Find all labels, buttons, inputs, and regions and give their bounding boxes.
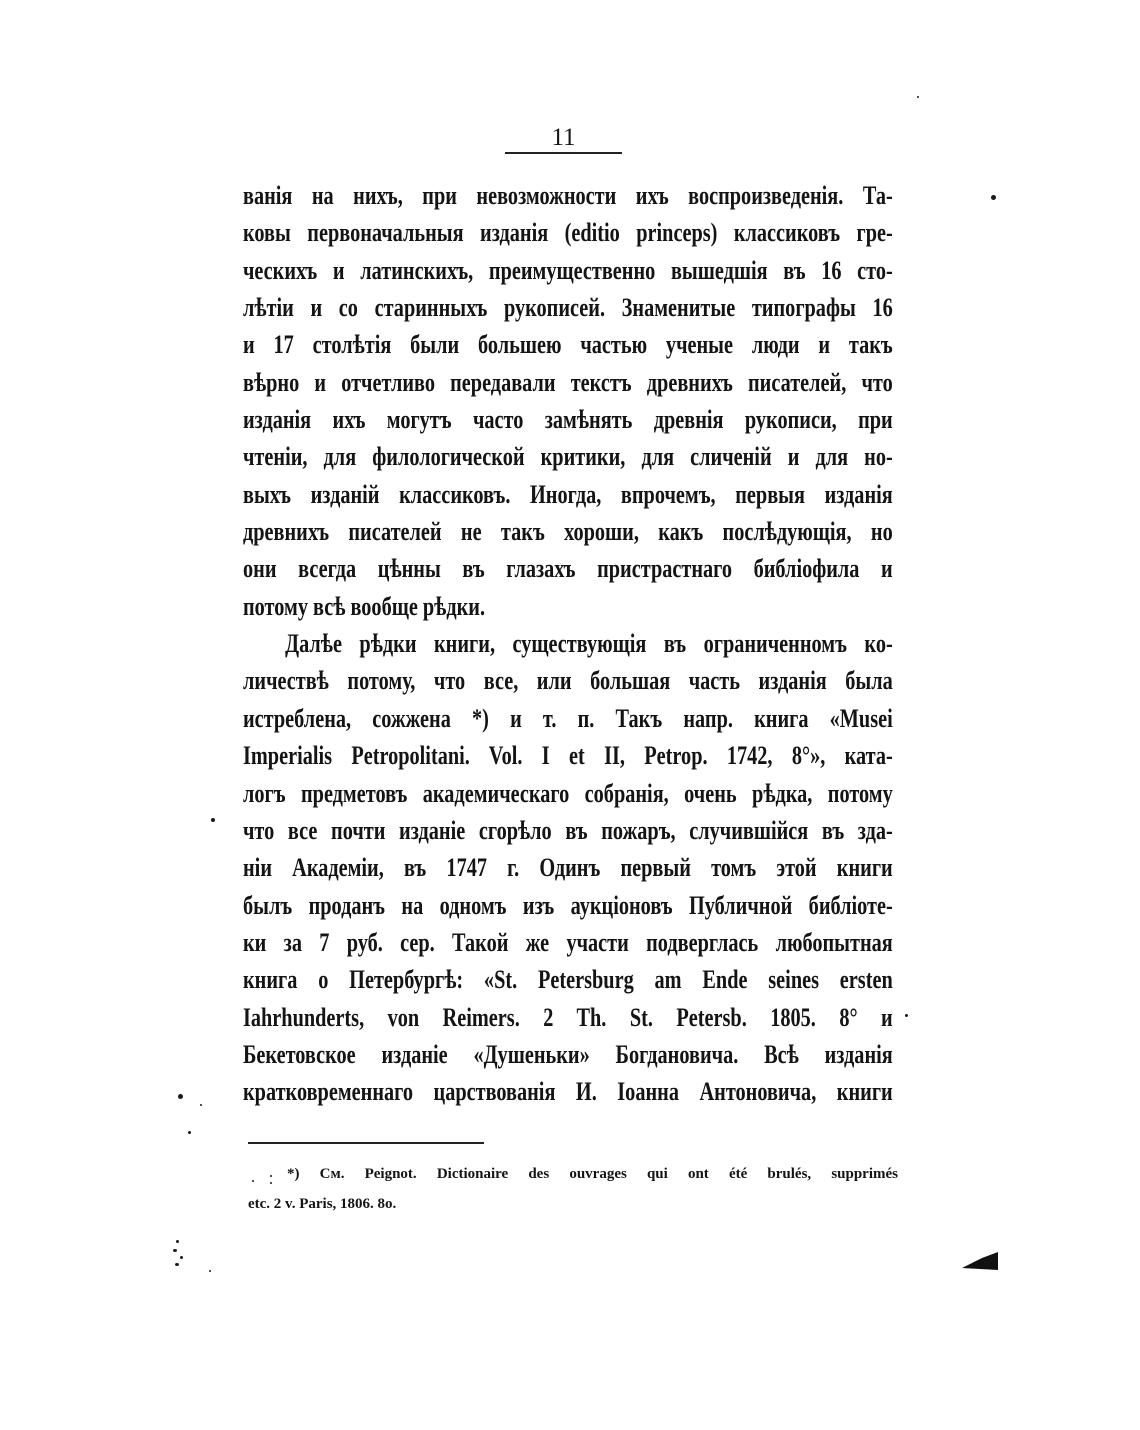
text-line: они всегда цѣнны въ глазахъ пристрастнаго библіофила и [243, 554, 893, 584]
text-line: ки за 7 руб. сер. Такой же участи подверглась любопытная [243, 927, 893, 957]
footnote-line: *) См. Peignot. Dictionaire des ouvrages qui ont été brulés, supprimés [287, 1166, 898, 1182]
footnote-line: etc. 2 v. Paris, 1806. 8o. [248, 1196, 397, 1212]
text-line: потому всѣ вообще рѣдки. [243, 591, 486, 621]
footnote-rule [248, 1142, 484, 1144]
paragraph [243, 177, 893, 625]
scan-speck [917, 96, 919, 98]
text-line: изданія ихъ могутъ часто замѣнять древнія рукописи, при [243, 405, 893, 435]
text-line: былъ проданъ на одномъ изъ аукціоновъ Публичной библіоте- [243, 890, 893, 920]
text-line: Бекетовское изданіе «Душеньки» Богдановича. Всѣ изданія [243, 1039, 893, 1069]
scan-speck [270, 1175, 272, 1177]
scan-speck [209, 1270, 211, 1272]
text-line: Iahrhunderts, von Reimers. 2 Th. St. Petersb. 1805. 8° и [243, 1002, 893, 1032]
text-line: ніи Академіи, въ 1747 г. Одинъ первый томъ этой книги [243, 853, 893, 883]
page-number-rule [505, 152, 622, 154]
text-line: ковы первоначальныя изданія (editio princeps) классиковъ гре- [243, 218, 893, 248]
text-line: и 17 столѣтія были большею частью ученые люди и такъ [243, 330, 893, 360]
footnote [248, 1159, 898, 1219]
text-line: Далѣе рѣдки книги, существующія въ ограниченномъ ко- [285, 629, 893, 659]
text-line: чтеніи, для филологической критики, для сличеній и для но- [243, 442, 893, 472]
page-number: 11 [551, 124, 576, 151]
scan-speck [175, 1263, 179, 1266]
text-line: вѣрно и отчетливо передавали текстъ древнихъ писателей, что [243, 367, 893, 397]
scan-speck [178, 1094, 183, 1099]
scan-speck [252, 1180, 254, 1182]
scan-speck [200, 1104, 202, 1106]
text-line: книга о Петербургѣ: «St. Petersburg am Ende seines ersten [243, 965, 893, 995]
text-line: выхъ изданій классиковъ. Иногда, впрочемъ, первыя изданія [243, 479, 893, 509]
scan-speck [211, 818, 215, 822]
text-line: личествѣ потому, что все, или большая часть изданія была [243, 666, 893, 696]
body-text [243, 177, 893, 1111]
scan-speck [188, 1131, 191, 1134]
scan-speck [176, 1240, 179, 1243]
scan-speck [270, 1182, 272, 1184]
paragraph [243, 625, 893, 1110]
text-line: кратковременнаго царствованія И. Іоанна Антоновича, книги [243, 1077, 893, 1107]
scan-speck [991, 195, 996, 200]
text-line: древнихъ писателей не такъ хороши, какъ послѣдующія, но [243, 517, 893, 547]
scan-speck [905, 1014, 908, 1017]
text-line: ческихъ и латинскихъ, преимущественно вышедшія въ 16 сто- [243, 255, 893, 285]
text-line: что все почти изданіе сгорѣло въ пожаръ, случившійся въ зда- [243, 815, 893, 845]
scan-speck [180, 1256, 183, 1259]
scan-speck [173, 1249, 177, 1252]
text-line: истреблена, сожжена *) и т. п. Такъ напр. книга «Musei [243, 703, 893, 733]
text-line: ванія на нихъ, при невозможности ихъ воспроизведенія. Та- [243, 181, 893, 210]
text-line: логъ предметовъ академическаго собранія, очень рѣдка, потому [243, 778, 893, 808]
text-line: лѣтіи и со старинныхъ рукописей. Знаменитые типографы 16 [243, 293, 893, 323]
text-line: Imperialis Petropolitani. Vol. I et II, Petrop. 1742, 8°», ката- [243, 741, 893, 771]
scan-artifact [960, 1250, 1000, 1272]
